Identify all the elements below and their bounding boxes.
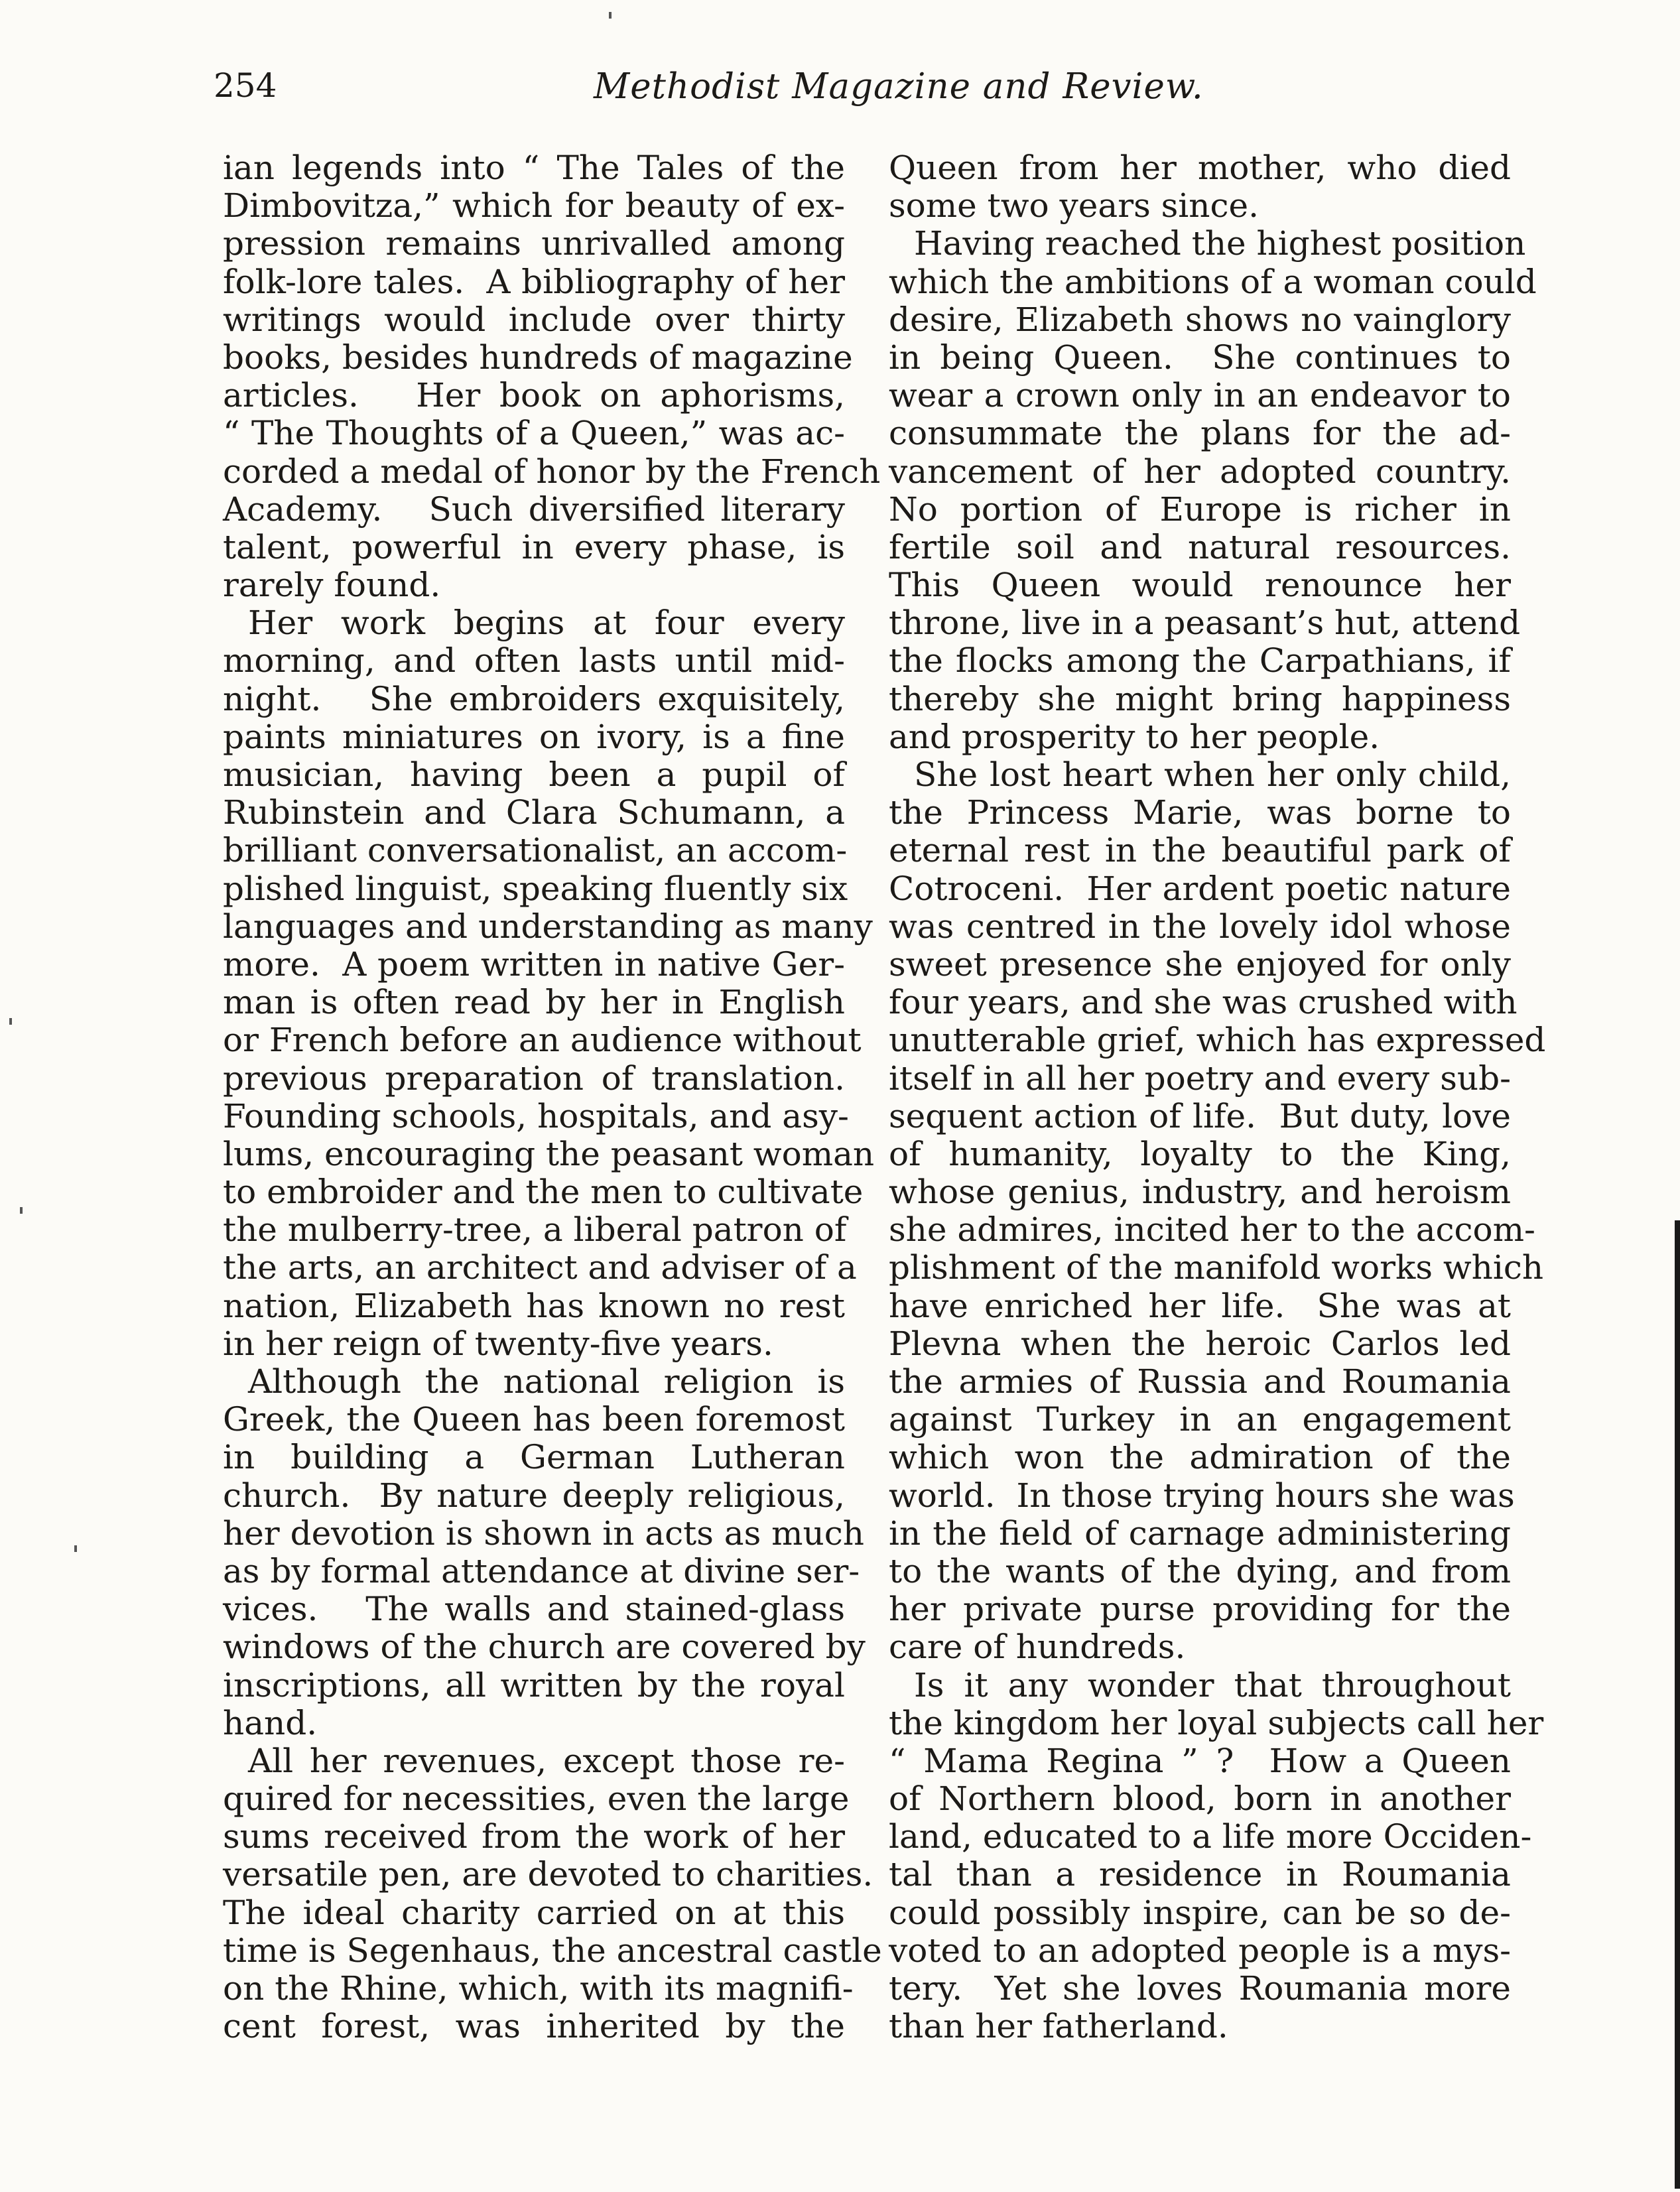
- text-line: eternal rest in the beautiful park of: [889, 831, 1511, 870]
- text-line: of Northern blood, born in another: [889, 1779, 1511, 1819]
- text-line: tery. Yet she loves Roumania more: [889, 1969, 1511, 2008]
- text-line: All her revenues, except those re-: [248, 1741, 845, 1780]
- text-line: the arts, an architect and adviser of a: [223, 1248, 857, 1287]
- text-line: writings would include over thirty: [223, 300, 845, 339]
- text-line: versatile pen, are devoted to charities.: [223, 1855, 873, 1894]
- text-line: the armies of Russia and Roumania: [889, 1362, 1511, 1401]
- text-line: languages and understanding as many: [223, 907, 873, 946]
- text-line: some two years since.: [889, 186, 1259, 226]
- text-line: itself in all her poetry and every sub-: [889, 1059, 1511, 1098]
- text-line: rarely found.: [223, 566, 441, 605]
- scan-speck: [20, 1207, 23, 1214]
- text-line: articles. Her book on aphorisms,: [223, 376, 845, 415]
- text-line: her devotion is shown in acts as much: [223, 1514, 864, 1553]
- text-line: No portion of Europe is richer in: [889, 489, 1511, 529]
- text-line: She lost heart when her only child,: [914, 755, 1511, 794]
- text-line: as by formal attendance at divine ser-: [223, 1551, 860, 1590]
- text-line: and prosperity to her people.: [889, 717, 1380, 756]
- text-line: voted to an adopted people is a mys-: [889, 1931, 1511, 1970]
- text-line: Dimbovitza,” which for beauty of ex-: [223, 186, 845, 226]
- text-line: Greek, the Queen has been foremost: [223, 1400, 845, 1439]
- text-line: This Queen would renounce her: [889, 566, 1511, 605]
- text-line: of humanity, loyalty to the King,: [889, 1134, 1511, 1173]
- text-line: which the ambitions of a woman could: [889, 262, 1537, 301]
- text-line: lums, encouraging the peasant woman: [223, 1134, 875, 1173]
- text-line: nation, Elizabeth has known no rest: [223, 1286, 845, 1325]
- left-text-column: [223, 149, 882, 2046]
- text-line: which won the admiration of the: [889, 1438, 1511, 1477]
- text-line: thereby she might bring happiness: [889, 679, 1511, 718]
- text-line: Her work begins at four every: [248, 604, 845, 643]
- text-line: to the wants of the dying, and from: [889, 1551, 1511, 1590]
- text-line: than her fatherland.: [889, 2007, 1228, 2046]
- text-line: ian legends into “ The Tales of the: [223, 149, 845, 187]
- text-line: or French before an audience without: [223, 1021, 862, 1060]
- text-line: sequent action of life. But duty, love: [889, 1096, 1511, 1135]
- text-line: quired for necessities, even the large: [223, 1779, 850, 1819]
- scan-speck: [609, 12, 612, 19]
- text-line: windows of the church are covered by: [223, 1628, 866, 1667]
- text-line: against Turkey in an engagement: [889, 1400, 1511, 1439]
- text-line: on the Rhine, which, with its magnifi-: [223, 1969, 854, 2008]
- text-line: have enriched her life. She was at: [889, 1286, 1511, 1325]
- text-line: the kingdom her loyal subjects call her: [889, 1703, 1544, 1742]
- text-line: in being Queen. She continues to: [889, 338, 1511, 377]
- text-line: sums received from the work of her: [223, 1817, 845, 1856]
- text-line: pression remains unrivalled among: [223, 224, 845, 263]
- text-line: night. She embroiders exquisitely,: [223, 679, 845, 718]
- text-line: plished linguist, speaking fluently six: [223, 869, 848, 908]
- text-line: the flocks among the Carpathians, if: [889, 641, 1511, 680]
- text-line: plishment of the manifold works which: [889, 1248, 1544, 1287]
- page-number: 254: [214, 66, 277, 105]
- text-line: in building a German Lutheran: [223, 1438, 845, 1477]
- text-line: Cotroceni. Her ardent poetic nature: [889, 869, 1511, 908]
- text-line: Plevna when the heroic Carlos led: [889, 1324, 1511, 1363]
- text-line: church. By nature deeply religious,: [223, 1476, 845, 1515]
- scan-speck: [9, 1018, 12, 1025]
- text-line: more. A poem written in native Ger-: [223, 944, 845, 984]
- scan-speck: [74, 1545, 77, 1552]
- text-line: vices. The walls and stained-glass: [223, 1590, 845, 1629]
- text-line: morning, and often lasts until mid-: [223, 641, 845, 680]
- text-line: brilliant conversationalist, an accom-: [223, 831, 848, 870]
- text-line: Queen from her mother, who died: [889, 149, 1511, 187]
- text-line: cent forest, was inherited by the: [223, 2007, 845, 2046]
- text-line: sweet presence she enjoyed for only: [889, 944, 1511, 984]
- text-line: paints miniatures on ivory, is a fine: [223, 717, 845, 756]
- text-line: her private purse providing for the: [889, 1590, 1511, 1629]
- text-line: world. In those trying hours she was: [889, 1476, 1515, 1515]
- text-line: unutterable grief, which has expressed: [889, 1021, 1546, 1060]
- text-line: could possibly inspire, can be so de-: [889, 1893, 1511, 1932]
- page-header: [0, 66, 1680, 113]
- text-line: wear a crown only in an endeavor to: [889, 376, 1511, 415]
- text-line: “ Mama Regina ” ? How a Queen: [889, 1741, 1511, 1780]
- text-line: time is Segenhaus, the ancestral castle: [223, 1931, 882, 1970]
- text-line: Is it any wonder that throughout: [914, 1665, 1511, 1705]
- text-line: four years, and she was crushed with: [889, 983, 1518, 1022]
- text-line: previous preparation of translation.: [223, 1059, 845, 1098]
- text-line: tal than a residence in Roumania: [889, 1855, 1511, 1894]
- text-line: fertile soil and natural resources.: [889, 527, 1511, 566]
- text-line: she admires, incited her to the accom-: [889, 1210, 1535, 1250]
- running-title: Methodist Magazine and Review.: [594, 66, 1204, 107]
- text-line: vancement of her adopted country.: [889, 452, 1511, 491]
- text-line: Rubinstein and Clara Schumann, a: [223, 793, 845, 832]
- text-line: the mulberry-tree, a liberal patron of: [223, 1210, 847, 1250]
- text-line: Although the national religion is: [248, 1362, 845, 1401]
- text-line: to embroider and the men to cultivate: [223, 1173, 864, 1212]
- text-line: inscriptions, all written by the royal: [223, 1665, 845, 1705]
- text-line: Having reached the highest position: [914, 224, 1526, 263]
- text-line: talent, powerful in every phase, is: [223, 527, 845, 566]
- text-line: musician, having been a pupil of: [223, 755, 845, 794]
- text-line: folk-lore tales. A bibliography of her: [223, 262, 845, 301]
- text-line: in her reign of twenty-five years.: [223, 1324, 773, 1363]
- text-line: Founding schools, hospitals, and asy-: [223, 1096, 849, 1135]
- text-line: desire, Elizabeth shows no vainglory: [889, 300, 1511, 339]
- text-line: in the field of carnage administering: [889, 1514, 1511, 1553]
- text-line: throne, live in a peasant’s hut, attend: [889, 604, 1521, 643]
- text-line: Academy. Such diversified literary: [223, 489, 845, 529]
- text-line: The ideal charity carried on at this: [223, 1893, 845, 1932]
- text-line: hand.: [223, 1703, 318, 1742]
- text-line: care of hundreds.: [889, 1628, 1186, 1667]
- text-line: land, educated to a life more Occiden-: [889, 1817, 1532, 1856]
- right-text-column: [889, 149, 1546, 2046]
- text-line: the Princess Marie, was borne to: [889, 793, 1511, 832]
- text-line: man is often read by her in English: [223, 983, 845, 1022]
- binding-edge-shadow: [1675, 1220, 1680, 2189]
- text-line: whose genius, industry, and heroism: [889, 1173, 1511, 1212]
- text-line: was centred in the lovely idol whose: [889, 907, 1511, 946]
- text-line: books, besides hundreds of magazine: [223, 338, 853, 377]
- text-line: consummate the plans for the ad-: [889, 414, 1511, 453]
- text-line: corded a medal of honor by the French: [223, 452, 881, 491]
- text-line: “ The Thoughts of a Queen,” was ac-: [223, 414, 845, 453]
